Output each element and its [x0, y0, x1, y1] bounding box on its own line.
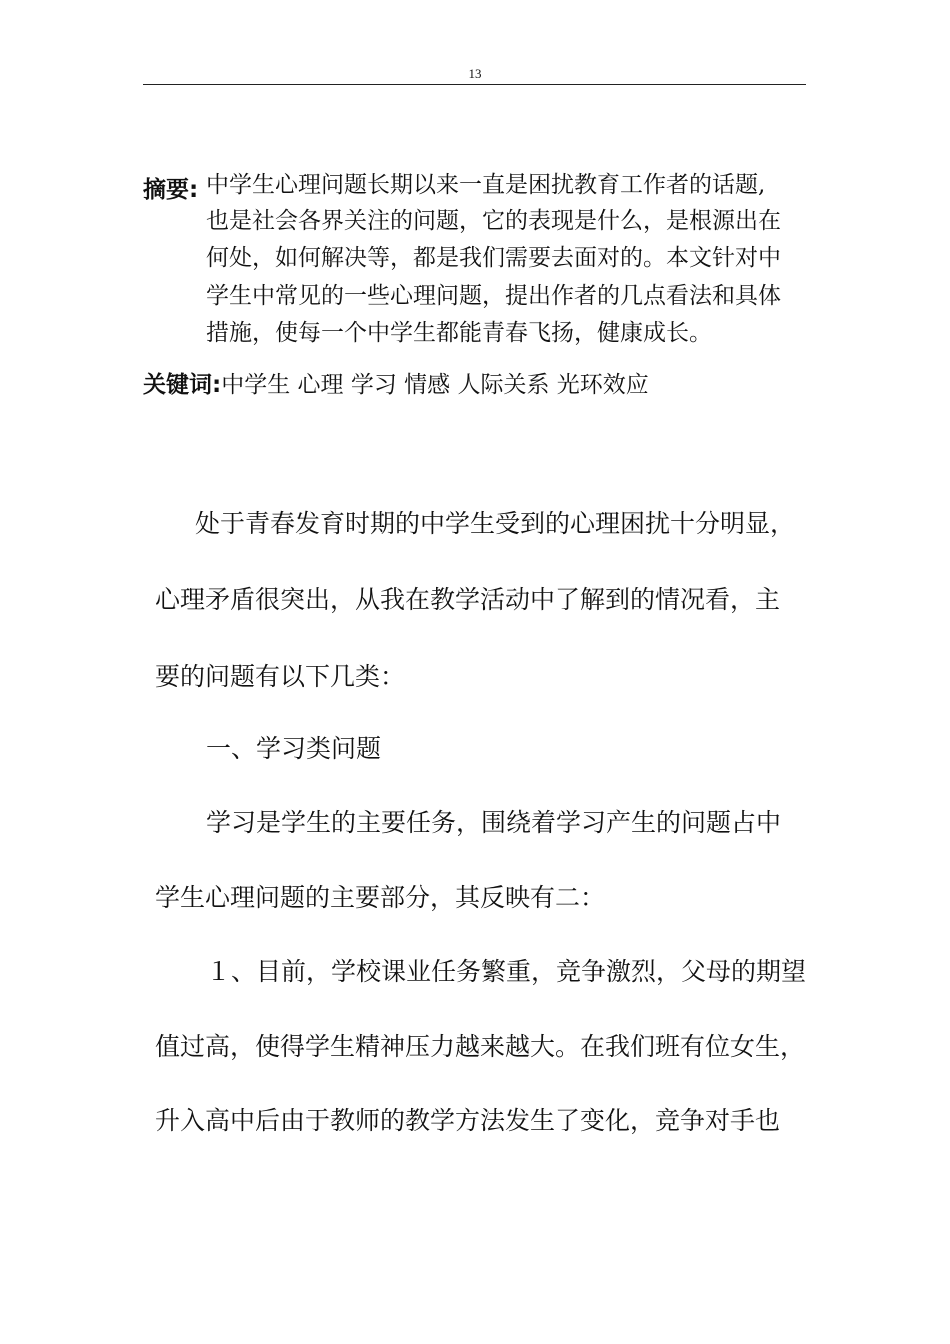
- abstract-label: 摘要:: [143, 177, 199, 203]
- body-line: 值过高，使得学生精神压力越来越大。在我们班有位女生，: [155, 1032, 806, 1061]
- body-line: 升入高中后由于教师的教学方法发生了变化，竞争对手也: [155, 1106, 781, 1135]
- abstract-line: 也是社会各界关注的问题，它的表现是什么，是根源出在: [206, 208, 781, 234]
- abstract-line: 措施，使每一个中学生都能青春飞扬，健康成长。: [206, 320, 712, 346]
- abstract-line: 学生中常见的一些心理问题，提出作者的几点看法和具体: [206, 283, 781, 309]
- body-line: １、目前，学校课业任务繁重，竞争激烈，父母的期望: [206, 957, 807, 986]
- keywords: [143, 366, 649, 399]
- body-line: 心理矛盾很突出，从我在教学活动中了解到的情况看，主: [155, 585, 781, 614]
- abstract-line: 何处，如何解决等，都是我们需要去面对的。本文针对中: [206, 245, 781, 271]
- body-line: 处于青春发育时期的中学生受到的心理困扰十分明显，: [195, 509, 796, 538]
- body-line: 学生心理问题的主要部分，其反映有二：: [155, 883, 606, 912]
- keywords-label: 关键词:: [143, 372, 222, 398]
- page-header-number: 13: [468, 66, 482, 81]
- abstract-line: 中学生心理问题长期以来一直是困扰教育工作者的话题,: [206, 172, 766, 198]
- header-rule: [143, 84, 806, 85]
- keywords-text: 中学生 心理 学习 情感 人际关系 光环效应: [221, 372, 649, 398]
- body-line: 学习是学生的主要任务，围绕着学习产生的问题占中: [206, 808, 782, 837]
- body-line: 要的问题有以下几类：: [155, 662, 406, 691]
- section-heading: 一、学习类问题: [206, 734, 382, 763]
